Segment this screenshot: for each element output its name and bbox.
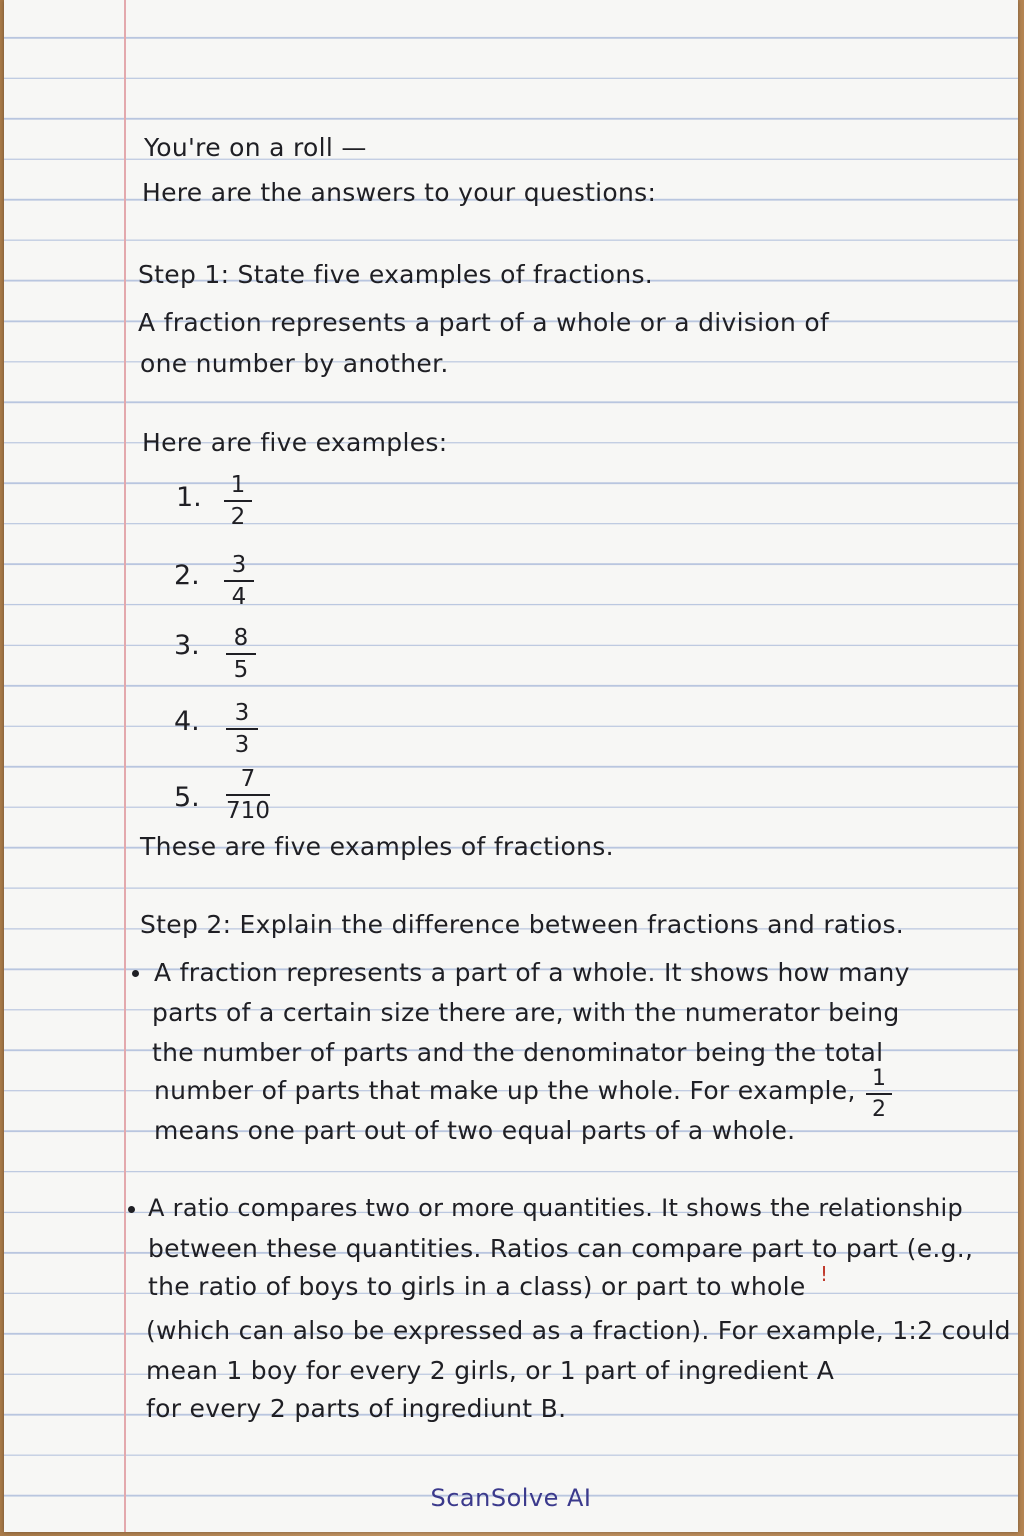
fraction-numerator: 7 [240,766,256,792]
intro-line-1: You're on a roll — [144,133,367,162]
bullet1-line-1: A fraction represents a part of a whole. It shows how many [154,958,910,987]
example-fraction-4 [226,702,258,757]
intro-line-2: Here are the answers to your questions: [142,178,657,207]
bullet2-line-6: for every 2 parts of ingrediunt B. [146,1394,567,1423]
step1-list-intro: Here are five examples: [142,428,448,457]
fraction-bar [224,500,252,502]
bullet2-line-5: mean 1 boy for every 2 girls, or 1 part of ingredient A [146,1356,835,1385]
bullet2-line-4: (which can also be expressed as a fraction). For example, 1:2 could [146,1316,1011,1345]
example-fraction-1 [224,474,252,529]
footer-brand: ScanSolve AI [430,1484,592,1512]
example-number-4: 4. [174,706,200,737]
fraction-denominator: 710 [226,798,270,824]
fraction-denominator: 4 [231,584,247,610]
step1-heading: Step 1: State five examples of fractions. [138,260,654,289]
example-fraction-3 [226,627,256,682]
bullet1-line-2: parts of a certain size there are, with the numerator being [152,998,900,1027]
example-number-3: 3. [174,630,200,661]
fraction-numerator: 3 [234,700,250,726]
fraction-bar [226,653,256,655]
fraction-denominator: 2 [872,1097,886,1122]
red-pen-mark: ! [820,1262,829,1286]
example-fraction-2 [224,554,254,609]
bullet2-line-2: between these quantities. Ratios can compare part to part (e.g., [148,1234,974,1263]
bullet1-example-fraction [866,1068,892,1121]
fraction-numerator: 1 [230,472,246,498]
fraction-numerator: 8 [233,625,249,651]
step1-closing: These are five examples of fractions. [140,832,614,861]
fraction-numerator: 3 [231,552,247,578]
fraction-denominator: 2 [230,504,246,530]
step1-definition-line-2: one number by another. [140,349,449,378]
fraction-bar [224,580,254,582]
margin-line [124,0,126,1532]
fraction-bar [226,728,258,730]
example-number-2: 2. [174,560,200,591]
step1-definition-line-1: A fraction represents a part of a whole or a division of [138,308,830,337]
step2-heading: Step 2: Explain the difference between fractions and ratios. [140,910,905,939]
bullet1-line-5: means one part out of two equal parts of a whole. [154,1116,796,1145]
example-fraction-5 [226,768,270,823]
fraction-numerator: 1 [872,1066,886,1091]
example-number-1: 1. [176,482,202,513]
fraction-denominator: 5 [233,657,249,683]
example-number-5: 5. [174,782,200,813]
bullet-dot-2 [128,1206,135,1213]
fraction-bar [226,794,270,796]
bullet2-line-1: A ratio compares two or more quantities. It shows the relationship [148,1194,963,1222]
bullet2-line-3: the ratio of boys to girls in a class) or part to whole [148,1272,806,1301]
bullet-dot-1 [132,970,139,977]
notebook-page [4,0,1018,1532]
bullet1-line-3: the number of parts and the denominator being the total [152,1038,884,1067]
bullet1-line-4: number of parts that make up the whole. For example, [154,1076,856,1105]
fraction-bar [866,1093,892,1095]
fraction-denominator: 3 [234,732,250,758]
